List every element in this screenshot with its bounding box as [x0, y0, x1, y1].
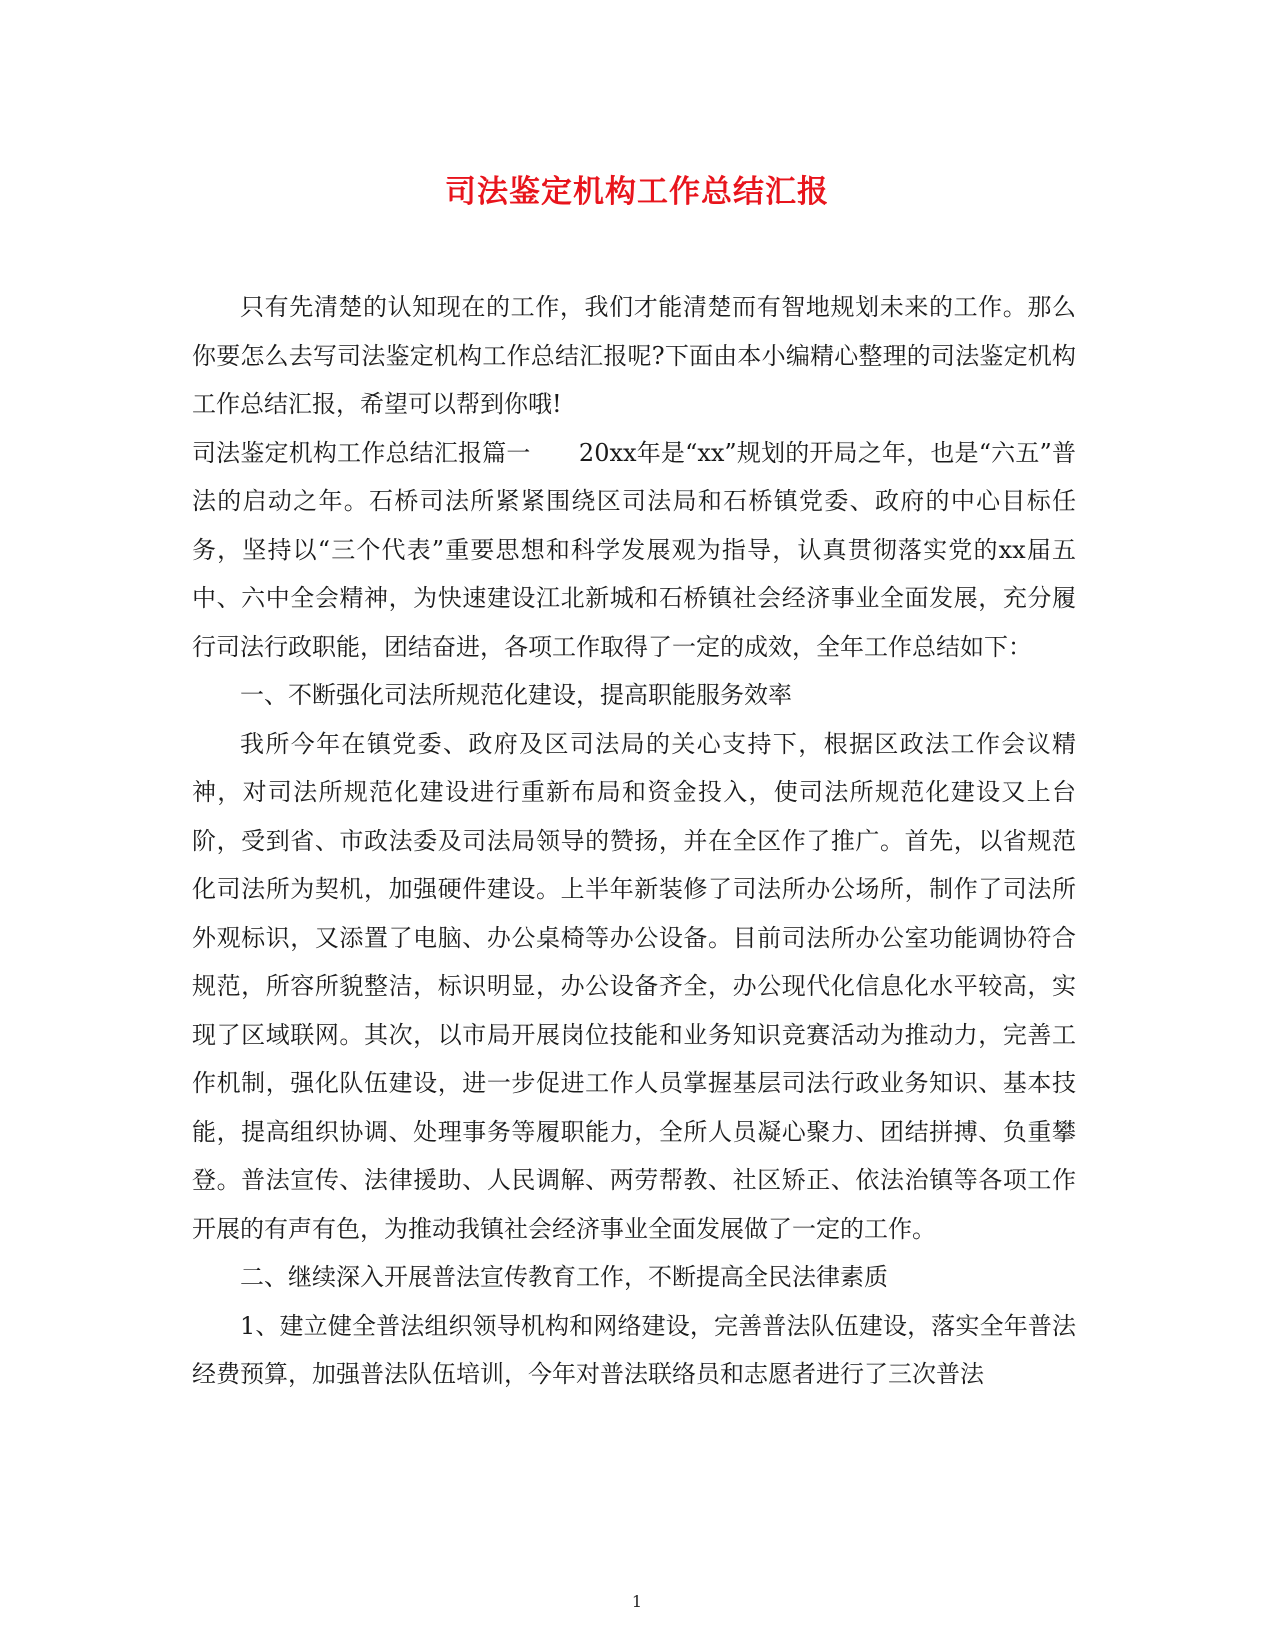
intro-paragraph: 只有先清楚的认知现在的工作，我们才能清楚而有智地规划未来的工作。那么你要怎么去写司法鉴定机构工作总结汇报呢?下面由本小编精心整理的司法鉴定机构工作总结汇报，希望可以帮到你哦! [192, 293, 1076, 418]
document-title: 司法鉴定机构工作总结汇报 [445, 174, 829, 210]
section-one-paragraph: 司法鉴定机构工作总结汇报篇一 20xx年是“xx”规划的开局之年，也是“六五”普法的启动之年。石桥司法所紧紧围绕区司法局和石桥镇党委、政府的中心目标任务，坚持以“三个代表”重要思想和科学发展观为指导，认真贯彻落实党的xx届五中、六中全会精神，为快速建设江北新城和石桥镇社会经济事业全面发展，充分履行司法行政职能，团结奋进，各项工作取得了一定的成效，全年工作总结如下： [192, 438, 1076, 661]
heading-one: 一、不断强化司法所规范化建设，提高职能服务效率 [240, 681, 792, 709]
document-body [192, 283, 1076, 1399]
heading-two: 二、继续深入开展普法宣传教育工作，不断提高全民法律素质 [240, 1263, 888, 1291]
page-number: 1 [631, 1592, 643, 1611]
body-paragraph-continued: 1、建立健全普法组织领导机构和网络建设，完善普法队伍建设，落实全年普法经费预算，加强普法队伍培训，今年对普法联络员和志愿者进行了三次普法 [192, 1311, 1076, 1388]
body-paragraph: 我所今年在镇党委、政府及区司法局的关心支持下，根据区政法工作会议精神，对司法所规范化建设进行重新布局和资金投入，使司法所规范化建设又上台阶，受到省、市政法委及司法局领导的赞扬，并在全区作了推广。首先，以省规范化司法所为契机，加强硬件建设。上半年新装修了司法所办公场所，制作了司法所外观标识，又添置了电脑、办公桌椅等办公设备。目前司法所办公室功能调协符合规范，所容所貌整洁，标识明显，办公设备齐全，办公现代化信息化水平较高，实现了区域联网。其次，以市局开展岗位技能和业务知识竞赛活动为推动力，完善工作机制，强化队伍建设，进一步促进工作人员掌握基层司法行政业务知识、基本技能，提高组织协调、处理事务等履职能力，全所人员凝心聚力、团结拼搏、负重攀登。普法宣传、法律援助、人民调解、两劳帮教、社区矫正、依法治镇等各项工作开展的有声有色，为推动我镇社会经济事业全面发展做了一定的工作。 [192, 729, 1076, 1243]
